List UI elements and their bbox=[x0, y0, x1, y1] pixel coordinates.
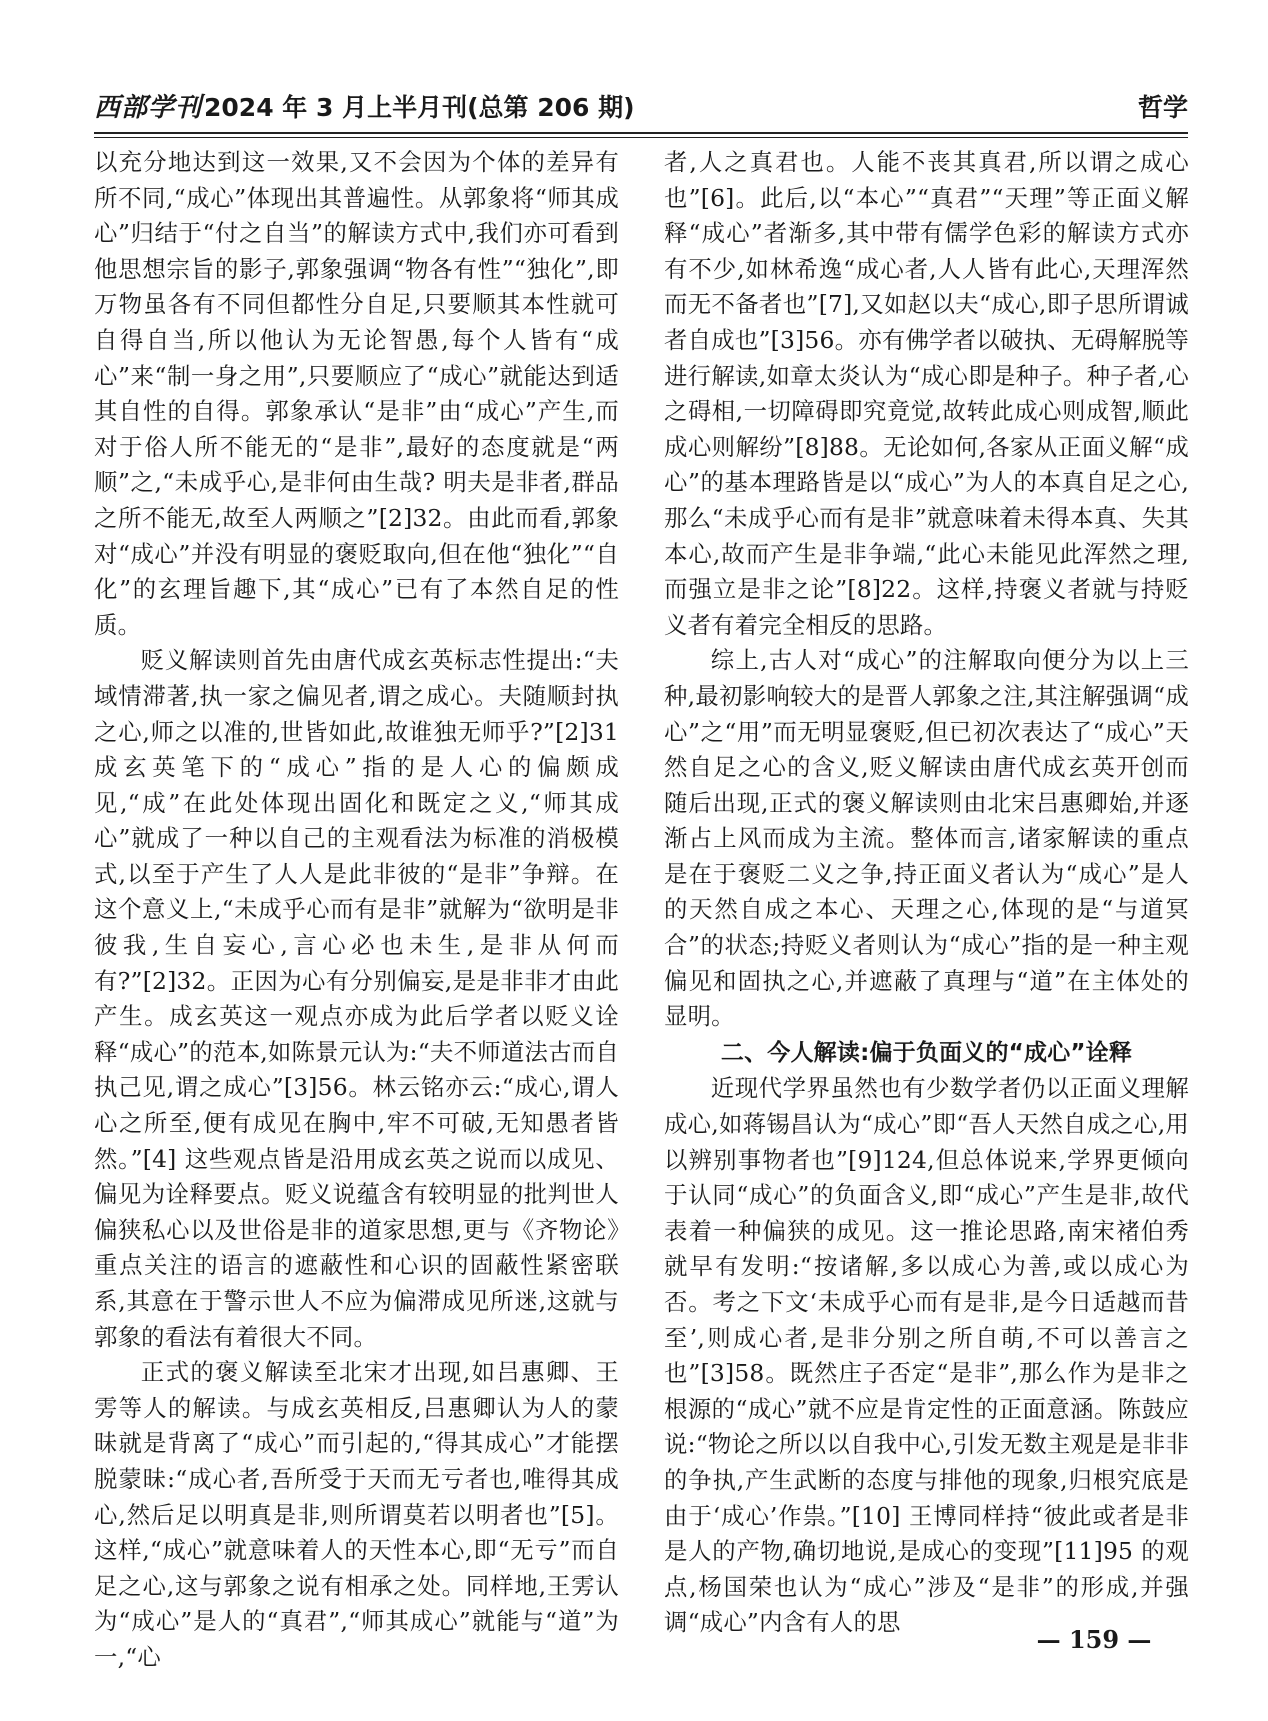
paragraph: 近现代学界虽然也有少数学者仍以正面义理解成心,如蒋锡昌认为“成心”即“吾人天然自成之心,用以辨别事物者也”[9]124,但总体说来,学界更倾向于认同“成心”的负面含义,即“成心”产生是非,故代表着一种偏狭的成见。这一推论思路,南宋褚伯秀就早有发明:“按诸解,多以成心为善,或以成心为否。考之下文‘未成乎心而有是非,是今日适越而昔至’,则成心者,是非分别之所自萌,不可以善言之也”[3]58。既然庄子否定“是非”,那么作为是非之根源的“成心”就不应是肯定性的正面意涵。陈鼓应说:“物论之所以以自我中心,引发无数主观是是非非的争执,产生武断的态度与排他的现象,归根究底是由于‘成心’作祟。”[10] 王博同样持“彼此或者是非是人的产物,确切地说,是成心的变现”[11]95 的观点,杨国荣也认为“成心”涉及“是非”的形成,并强调“成心”内含有人的思 bbox=[664, 1074, 1189, 1637]
section-label: 哲学 bbox=[1137, 93, 1188, 122]
page-number: — 159 — bbox=[1036, 1625, 1152, 1654]
paragraph: 综上,古人对“成心”的注解取向便分为以上三种,最初影响较大的是晋人郭象之注,其注解强调“成心”之“用”而无明显褒贬,但已初次表达了“成心”天然自足之心的含义,贬义解读由唐代成玄英开创而随后出现,正式的褒义解读则由北宋吕惠卿始,并逐渐占上风而成为主流。整体而言,诸家解读的重点是在于褒贬二义之争,持正面义者认为“成心”是人的天然自成之本心、天理之心,体现的是“与道冥合”的状态;持贬义者则认为“成心”指的是一种主观偏见和固执之心,并遮蔽了真理与“道”在主体处的显明。 bbox=[664, 646, 1189, 1031]
header-journal-info bbox=[94, 88, 635, 128]
header-divider bbox=[94, 132, 1188, 134]
running-header bbox=[94, 88, 1188, 134]
paragraph: 正式的褒义解读至北宋才出现,如吕惠卿、王雱等人的解读。与成玄英相反,吕惠卿认为人的蒙昧就是背离了“成心”而引起的,“得其成心”才能摆脱蒙昧:“成心者,吾所受于天而无亏者也,唯得其成心,然后足以明真是非,则所谓莫若以明者也”[5]。这样,“成心”就意味着人的天性本心,即“无亏”而自足之心,这与郭象之说有相承之处。同样地,王雱认为“成心”是人的“真君”,“师其成心”就能与“道”为一,“心 bbox=[94, 1358, 619, 1671]
journal-logo: 西部学刊 bbox=[94, 93, 203, 123]
paragraph: 者,人之真君也。人能不丧其真君,所以谓之成心也”[6]。此后,以“本心”“真君”“天理”等正面义解释“成心”者渐多,其中带有儒学色彩的解读方式亦有不少,如林希逸“成心者,人人皆有此心,天理浑然而无不备者也”[7],又如赵以夫“成心,即子思所谓诚者自成也”[3]56。亦有佛学者以破执、无碍解脱等进行解读,如章太炎认为“成心即是种子。种子者,心之碍相,一切障碍即究竟觉,故转此成心则成智,顺此成心则解纷”[8]88。无论如何,各家从正面义解“成心”的基本理路皆是以“成心”为人的本真自足之心,那么“未成乎心而有是非”就意味着未得本真、失其本心,故而产生是非争端,“此心未能见此浑然之理,而强立是非之论”[8]22。这样,持褒义者就与持贬义者有着完全相反的思路。 bbox=[664, 148, 1189, 639]
right-column bbox=[664, 145, 1189, 1641]
paragraph: 贬义解读则首先由唐代成玄英标志性提出:“夫域情滞著,执一家之偏见者,谓之成心。夫随顺封执之心,师之以准的,世皆如此,故谁独无师乎?”[2]31 成玄英笔下的“成心”指的是人心的偏颇成见,“成”在此处体现出固化和既定之义,“师其成心”就成了一种以自己的主观看法为标准的消极模式,以至于产生了人人是此非彼的“是非”争辩。在这个意义上,“未成乎心而有是非”就解为“欲明是非彼我,生自妄心,言心必也未生,是非从何而有?”[2]32。正因为心有分别偏妄,是是非非才由此产生。成玄英这一观点亦成为此后学者以贬义诠释“成心”的范本,如陈景元认为:“夫不师道法古而自执己见,谓之成心”[3]56。林云铭亦云:“成心,谓人心之所至,便有成见在胸中,牢不可破,无知愚者皆然。”[4] 这些观点皆是沿用成玄英之说而以成见、偏见为诠释要点。贬义说蕴含有较明显的批判世人偏狭私心以及世俗是非的道家思想,更与《齐物论》重点关注的语言的遮蔽性和心识的固蔽性紧密联系,其意在于警示世人不应为偏滞成见所迷,这就与郭象的看法有着很大不同。 bbox=[94, 646, 619, 1351]
section-heading: 二、今人解读:偏于负面义的“成心”诠释 bbox=[720, 1039, 1133, 1066]
paragraph: 以充分地达到这一效果,又不会因为个体的差异有所不同,“成心”体现出其普遍性。从郭象将“师其成心”归结于“付之自当”的解读方式中,我们亦可看到他思想宗旨的影子,郭象强调“物各有性”“独化”,即万物虽各有不同但都性分自足,只要顺其本性就可自得自当,所以他认为无论智愚,每个人皆有“成心”来“制一身之用”,只要顺应了“成心”就能达到适其自性的自得。郭象承认“是非”由“成心”产生,而对于俗人所不能无的“是非”,最好的态度就是“两顺”之,“未成乎心,是非何由生哉? 明夫是非者,群品之所不能无,故至人两顺之”[2]32。由此而看,郭象对“成心”并没有明显的褒贬取向,但在他“独化”“自化”的玄理旨趣下,其“成心”已有了本然自足的性质。 bbox=[94, 148, 619, 639]
issue-info: 2024 年 3 月上半月刊(总第 206 期) bbox=[204, 93, 635, 122]
header-divider-thin bbox=[94, 137, 1188, 138]
left-column bbox=[94, 145, 619, 1676]
